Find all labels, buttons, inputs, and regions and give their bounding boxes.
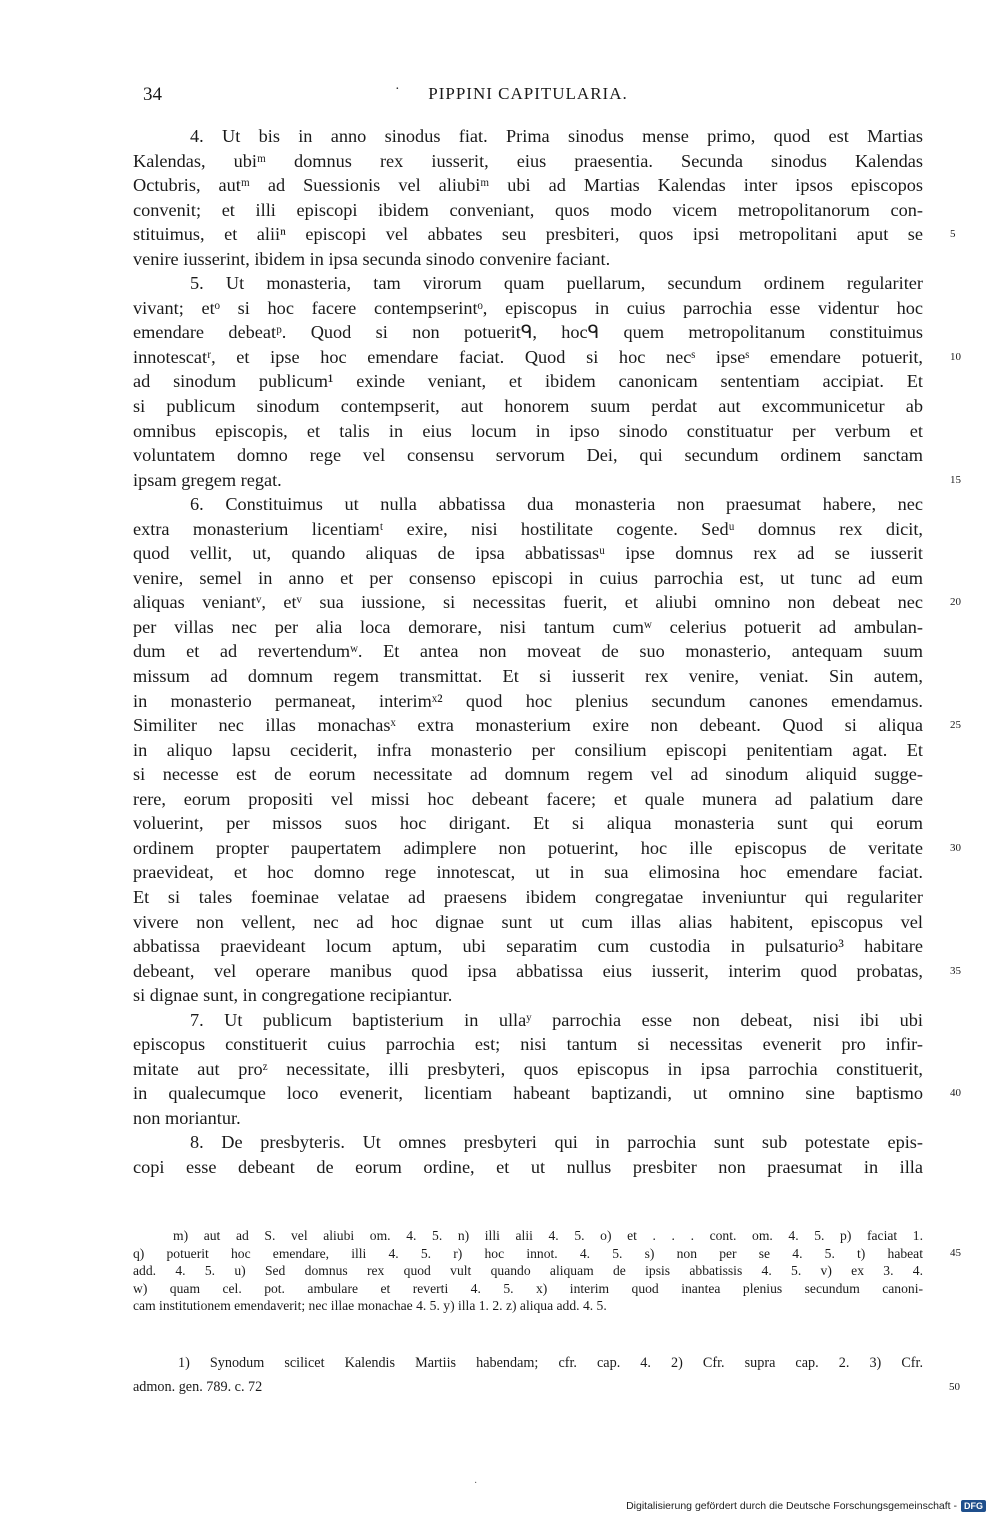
text-line (133, 910, 923, 935)
text-line (133, 1081, 961, 1106)
text-line-text: in monasterio permaneat, interimˣ² quod hoc plenius secundum canones emendamus. (133, 690, 923, 711)
text-line (133, 320, 923, 345)
running-head: PIPPINI CAPITULARIA. (428, 84, 628, 103)
text-line-text: missum ad domnum regem transmittat. Et si iusserit rex venire, veniat. Sin autem, (133, 666, 923, 687)
text-line-text: praevideat, et hoc domno rege innotescat, ut in sua elimosina hoc emendare faciat. (133, 862, 923, 883)
apparatus-line (133, 1297, 923, 1315)
text-line (133, 369, 923, 394)
line-number: 45 (950, 1246, 961, 1259)
text-line (133, 787, 923, 812)
text-line-text: 8. De presbyteris. Ut omnes presbyteri qui in parrochia sunt sub potestate epis- (190, 1132, 923, 1153)
text-line (133, 885, 923, 910)
apparatus-line-text: q) potuerit hoc emendare, illi 4. 5. r) hoc innot. 4. 5. s) non per se 4. 5. t) habeat (133, 1245, 923, 1261)
text-line (133, 639, 923, 664)
text-line (133, 1155, 923, 1180)
text-line (133, 738, 923, 763)
apparatus-line (133, 1262, 923, 1280)
text-line-text: in aliquo lapsu ceciderit, infra monasterio per consilium episcopi penitentiam agat. Et (133, 739, 923, 760)
text-line (133, 345, 961, 370)
digitization-credit (626, 1500, 986, 1512)
text-line (133, 541, 923, 566)
text-line-text: 5. Ut monasteria, tam virorum quam puellarum, secundum ordinem regulariter (190, 273, 923, 294)
text-line (133, 198, 923, 223)
apparatus-line (133, 1227, 923, 1245)
line-number: 5 (950, 228, 956, 241)
text-line-text: emendare debeatᵖ. Quod si non potueritᑫ, hocᑫ quem metropolitanum constituimus (133, 322, 923, 343)
text-line (133, 492, 923, 517)
text-line (133, 615, 923, 640)
text-line-text: ordinem propter paupertatem adimplere non potuerint, hoc ille episcopus de veritate (133, 837, 923, 858)
apparatus-line (133, 1280, 923, 1298)
text-line-text: quod vellit, ut, quando aliquas de ipsa abbatissasᵘ ipse domnus rex ad se iusserit (133, 543, 923, 564)
text-line (133, 247, 923, 272)
text-line (133, 468, 961, 493)
text-line-text: convenit; et illi episcopi ibidem conveniant, quos modo vicem metropolitanorum con- (133, 199, 923, 220)
page-mark: · (474, 1478, 478, 1489)
text-line-text: si dignae sunt, in congregatione recipiantur. (133, 985, 453, 1006)
critical-apparatus (133, 1227, 961, 1315)
text-line (133, 419, 923, 444)
text-line (133, 271, 923, 296)
text-line (133, 1008, 923, 1033)
text-line-text: si publicum sinodum contempserit, aut honorem suum perdat aut excommunicetur ab (133, 396, 923, 417)
text-line (133, 590, 961, 615)
line-number: 30 (950, 841, 961, 854)
text-line-text: voluntatem domno rege vel consensu servorum Dei, qui secundum ordinem sanctam (133, 445, 923, 466)
text-line (133, 959, 961, 984)
apparatus-line (133, 1245, 961, 1263)
text-line (133, 149, 923, 174)
text-line-text: Similiter nec illas monachasˣ extra monasterium exire non debeant. Quod si aliqua (133, 715, 923, 736)
line-number: 40 (950, 1087, 961, 1100)
text-line (133, 1106, 923, 1131)
apparatus-line-text: add. 4. 5. u) Sed domnus rex quod vult quando aliquam de ipsis abbatissis 4. 5. v) ex 3. 4. (133, 1263, 923, 1278)
text-line (133, 296, 923, 321)
text-line (133, 394, 923, 419)
apparatus-line-text: w) quam cel. pot. ambulare et reverti 4. 5. x) interim quod inantea plenius secundum canoni- (133, 1280, 923, 1296)
apparatus-line-text: m) aut ad S. vel aliubi om. 4. 5. n) illi alii 4. 5. o) et . . . cont. om. 4. 5. p) faciat 1. (173, 1228, 923, 1243)
header-mark: · (395, 82, 400, 97)
text-line (133, 443, 923, 468)
text-line-text: episcopus constituerit cuius parrochia est; nisi tantum si necessitas evenerit pro infir- (133, 1034, 923, 1055)
apparatus-line-text: cam institutionem emendaverit; nec illae monachae 4. 5. y) illa 1. 2. z) aliqua add. 4. 5. (133, 1298, 607, 1313)
text-line-text: copi esse debeant de eorum ordine, et ut nullus presbiter non praesumat in illa (133, 1156, 923, 1177)
text-line-text: voluerint, per missos suos hoc dirigant. Et si aliqua monasteria sunt qui eorum (133, 813, 923, 834)
text-line (133, 811, 923, 836)
text-line-text: vivere non vellent, nec ad hoc dignae sunt ut cum illas alias habitent, episcopus vel (133, 911, 923, 932)
text-line-text: per villas nec per alia loca demorare, nisi tantum cumʷ celerius potuerit ad ambulan- (133, 616, 923, 637)
dfg-logo: DFG (961, 1500, 986, 1512)
page-number: 34 (143, 84, 162, 105)
text-line-text: abbatissa praevideant locum aptum, ubi separatim cum custodia in pulsaturio³ habitare (133, 936, 923, 957)
text-line-text: debeant, vel operare manibus quod ipsa abbatissa eius iusserit, interim quod probatas, (133, 960, 923, 981)
text-line (133, 983, 923, 1008)
text-line (133, 664, 923, 689)
text-line (133, 124, 923, 149)
text-line (133, 1057, 923, 1082)
page-header (133, 84, 923, 110)
text-line-text: venire, semel in anno et per consenso episcopi in cuius parrochia est, ut tunc ad eum (133, 567, 923, 588)
text-line (133, 1032, 923, 1057)
credit-text: Digitalisierung gefördert durch die Deutsche Forschungsgemeinschaft - (626, 1500, 957, 1512)
line-number: 15 (950, 473, 961, 486)
text-line (133, 689, 923, 714)
text-line (133, 222, 956, 247)
text-line-text: 6. Constituimus ut nulla abbatissa dua monasteria non praesumat habere, nec (190, 494, 923, 515)
text-line (133, 173, 923, 198)
text-line-text: innotescatʳ, et ipse hoc emendare faciat. Quod si hoc necˢ ipseˢ emendare potuerit, (133, 346, 923, 367)
text-line-text: vivant; etᵒ si hoc facere contempserintᵒ, episcopus in cuius parrochia esse videntur hoc (133, 297, 923, 318)
text-line-text: stituimus, et aliiⁿ episcopi vel abbates seu presbiteri, quos ipsi metropolitani aput se (133, 224, 923, 245)
text-line-text: rere, eorum propositi vel missi hoc debeant facere; et quale munera ad palatium dare (133, 788, 923, 809)
text-line (133, 713, 961, 738)
text-line (133, 517, 923, 542)
text-line-text: in qualecumque loco evenerit, licentiam habeant baptizandi, ut omnino sine baptismo (133, 1083, 923, 1104)
reference-line-text: 1) Synodum scilicet Kalendis Martiis habendam; cfr. cap. 4. 2) Cfr. supra cap. 2. 3) Cfr. (178, 1355, 923, 1371)
text-line-text: non moriantur. (133, 1107, 241, 1128)
text-line-text: Kalendas, ubiᵐ domnus rex iusserit, eius praesentia. Secunda sinodus Kalendas (133, 150, 923, 171)
line-number: 50 (949, 1381, 960, 1393)
line-number: 10 (950, 350, 961, 363)
text-line-text: extra monasterium licentiamᵗ exire, nisi hostilitate cogente. Sedᵘ domnus rex dicit, (133, 518, 923, 539)
line-number: 20 (950, 596, 961, 609)
text-line-text: ipsam gregem regat. (133, 469, 282, 490)
text-line-text: 4. Ut bis in anno sinodus fiat. Prima sinodus mense primo, quod est Martias (190, 126, 923, 146)
line-number: 35 (950, 964, 961, 977)
text-line (133, 836, 961, 861)
text-line-text: aliquas veniantᵛ, etᵛ sua iussione, si necessitas fuerit, et aliubi omnino non debeat nec (133, 592, 923, 613)
text-line (133, 762, 923, 787)
text-line-text: 7. Ut publicum baptisterium in ullaʸ parrochia esse non debeat, nisi ibi ubi (190, 1009, 923, 1030)
reference-line (133, 1351, 923, 1375)
text-line (133, 566, 923, 591)
text-line-text: omnibus episcopis, et talis in eius locum in ipso sinodo constituatur per verbum et (133, 420, 923, 441)
main-text (133, 124, 961, 1180)
text-line-text: ad sinodum publicum¹ exinde veniant, et ibidem canonicam sententiam accipiat. Et (133, 371, 923, 392)
text-line-text: si necesse est de eorum necessitate ad domnum regem vel ad sinodum aliquid sugge- (133, 764, 923, 785)
text-line (133, 860, 923, 885)
text-line (133, 1130, 923, 1155)
text-line-text: mitate aut proᶻ necessitate, illi presbyteri, quos episcopus in ipsa parrochia constituerit, (133, 1058, 923, 1079)
text-line-text: Octubris, autᵐ ad Suessionis vel aliubiᵐ ubi ad Martias Kalendas inter ipsos episcopos (133, 175, 923, 196)
text-line-text: venire iusserint, ibidem in ipsa secunda sinodo convenire faciant. (133, 248, 611, 269)
source-references (133, 1351, 960, 1399)
text-line-text: Et si tales foeminae velatae ad praesens ibidem congregatae inveniuntur qui regulariter (133, 886, 923, 907)
text-line-text: dum et ad revertendumʷ. Et antea non moveat de suo monasterio, antequam suum (133, 641, 923, 662)
line-number: 25 (950, 719, 961, 732)
reference-line-text: admon. gen. 789. c. 72 (133, 1379, 263, 1395)
reference-line (133, 1375, 960, 1399)
text-line (133, 934, 923, 959)
